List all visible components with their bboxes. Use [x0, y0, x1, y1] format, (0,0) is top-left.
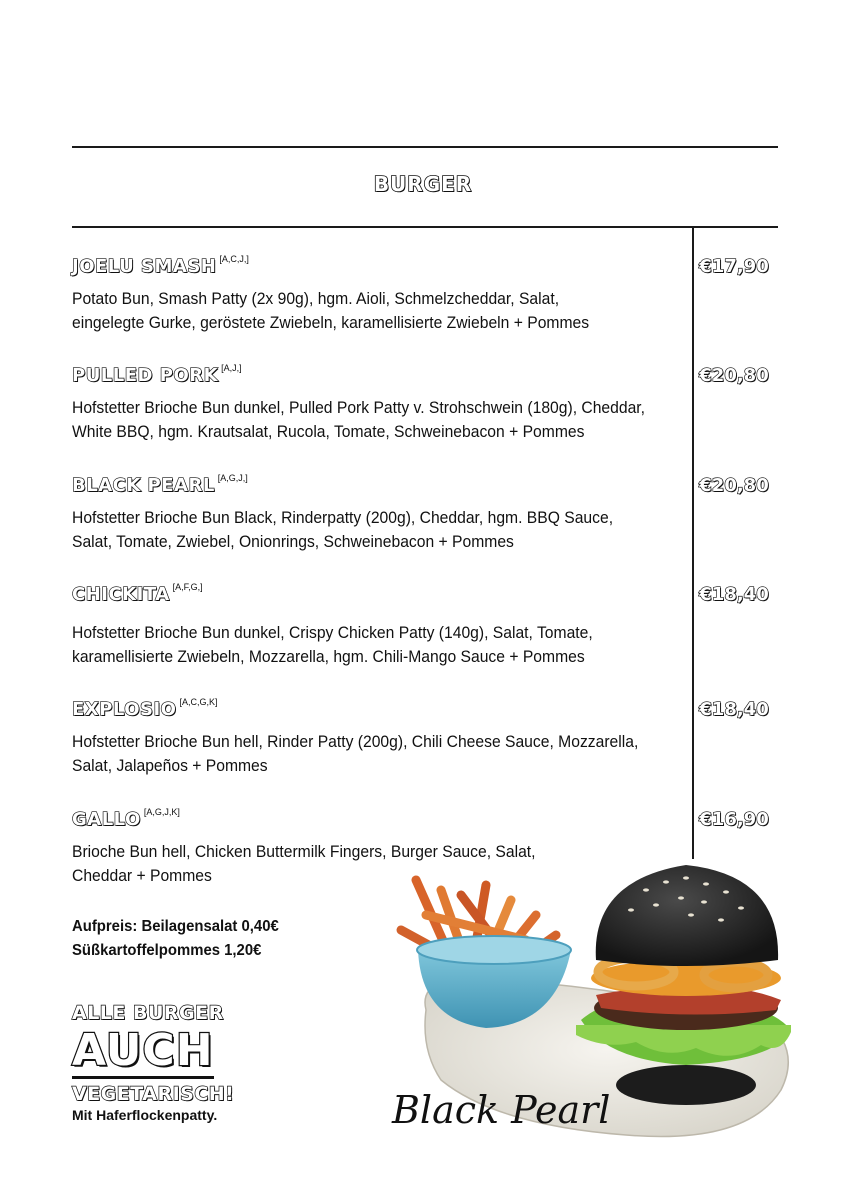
description-line: Cheddar + Pommes	[72, 867, 212, 885]
surcharge-salad: Aufpreis: Beilagensalat 0,40€	[72, 918, 279, 935]
item-name: JOELU SMASH	[72, 256, 217, 277]
vegetarian-callout	[72, 1002, 272, 1123]
item-name: PULLED PORK	[72, 365, 219, 386]
veggie-line-1: ALLE BURGER	[72, 1002, 224, 1024]
item-price: €20,80	[699, 475, 769, 496]
item-description	[72, 506, 661, 554]
menu-item-explosio	[72, 699, 772, 778]
item-allergens: [A,G,J,]	[217, 473, 248, 483]
description-line: Brioche Bun hell, Chicken Buttermilk Fingers, Burger Sauce, Salat,	[72, 843, 536, 861]
side-surcharges	[72, 915, 279, 963]
veggie-line-2: AUCH	[72, 1028, 214, 1079]
item-name: CHICKITA	[72, 584, 170, 605]
item-description	[72, 621, 661, 669]
surcharge-sweet-potato-fries: Süßkartoffelpommes 1,20€	[72, 942, 262, 959]
item-price: €17,90	[699, 256, 769, 277]
item-price: €18,40	[699, 584, 769, 605]
menu-item-chickita	[72, 584, 772, 669]
description-line: Hofstetter Brioche Bun dunkel, Pulled Pork Patty v. Strohschwein (180g), Cheddar,	[72, 399, 646, 417]
item-price: €20,80	[699, 365, 769, 386]
item-name: EXPLOSIO	[72, 699, 177, 720]
item-description	[72, 730, 661, 778]
veggie-note: Mit Haferflockenpatty.	[72, 1107, 218, 1123]
item-allergens: [A,C,J,]	[219, 254, 249, 264]
item-description	[72, 287, 661, 335]
description-line: eingelegte Gurke, geröstete Zwiebeln, karamellisierte Zwiebeln + Pommes	[72, 314, 590, 332]
description-line: Hofstetter Brioche Bun dunkel, Crispy Chicken Patty (140g), Salat, Tomate,	[72, 624, 593, 642]
description-line: Hofstetter Brioche Bun Black, Rinderpatty (200g), Cheddar, hgm. BBQ Sauce,	[72, 509, 614, 527]
top-divider	[72, 146, 778, 148]
item-description	[72, 396, 661, 444]
menu-item-black-pearl	[72, 475, 772, 554]
menu-item-joelu-smash	[72, 256, 772, 335]
item-name: GALLO	[72, 809, 141, 830]
description-line: White BBQ, hgm. Krautsalat, Rucola, Tomate, Schweinebacon + Pommes	[72, 423, 585, 441]
header-divider	[72, 226, 778, 228]
description-line: Salat, Tomate, Zwiebel, Onionrings, Schweinebacon + Pommes	[72, 533, 514, 551]
menu-item-pulled-pork	[72, 365, 772, 444]
description-line: Potato Bun, Smash Patty (2x 90g), hgm. Aioli, Schmelzcheddar, Salat,	[72, 290, 560, 308]
item-allergens: [A,G,J,K]	[143, 807, 180, 817]
photo-caption: Black Pearl	[392, 1088, 611, 1132]
item-allergens: [A,F,G,]	[172, 582, 203, 592]
item-allergens: [A,J,]	[221, 363, 242, 373]
description-line: Hofstetter Brioche Bun hell, Rinder Patty (200g), Chili Cheese Sauce, Mozzarella,	[72, 733, 639, 751]
description-line: Salat, Jalapeños + Pommes	[72, 757, 268, 775]
veggie-line-3: VEGETARISCH!	[72, 1083, 235, 1105]
item-allergens: [A,C,G,K]	[179, 697, 218, 707]
item-name: BLACK PEARL	[72, 475, 215, 496]
item-price: €16,90	[699, 809, 769, 830]
section-title: BURGER	[373, 172, 473, 196]
item-price: €18,40	[699, 699, 769, 720]
description-line: karamellisierte Zwiebeln, Mozzarella, hgm. Chili-Mango Sauce + Pommes	[72, 648, 585, 666]
